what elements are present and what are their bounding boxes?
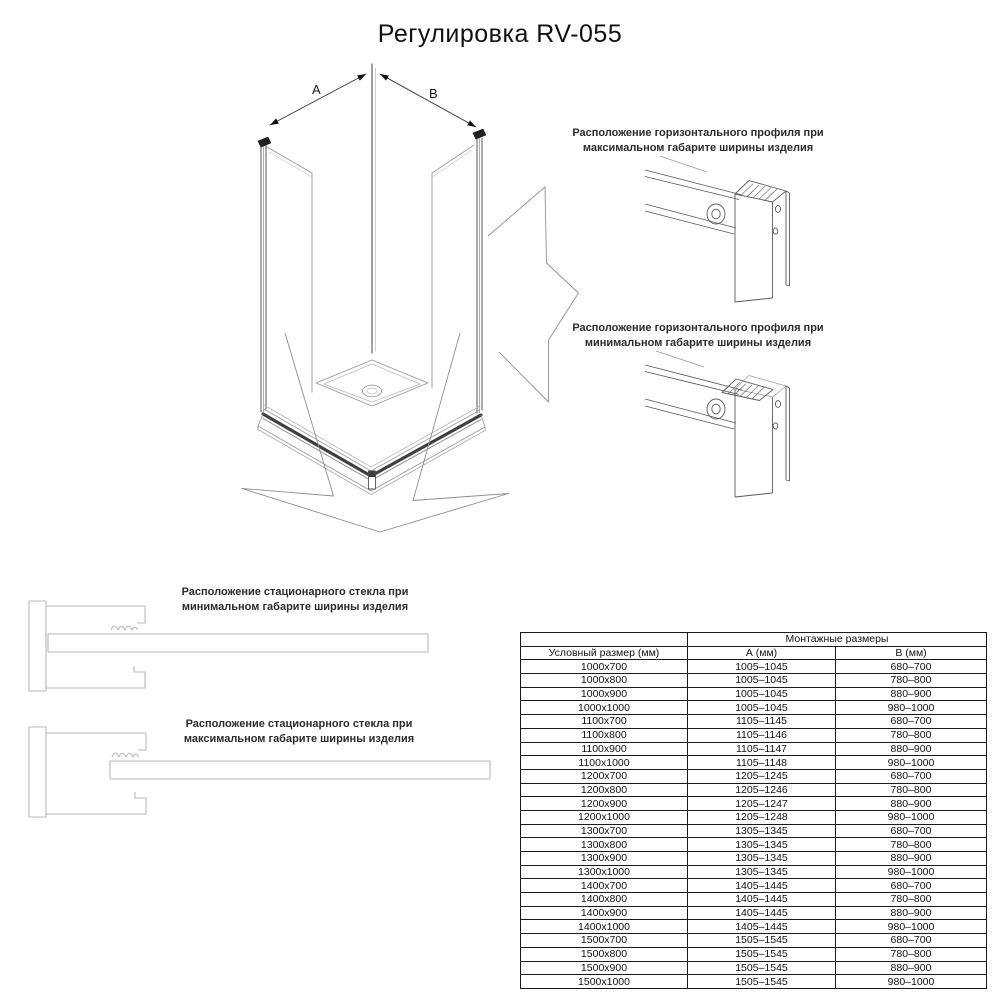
profile-detail-min [645,365,790,497]
table-cell: 980–1000 [836,975,987,989]
table-cell: 1405–1445 [688,879,836,893]
table-cell: 980–1000 [836,810,987,824]
table-cell: 780–800 [836,893,987,907]
table-row [521,674,987,688]
table-cell: 1005–1045 [688,701,836,715]
profile-end-cover [735,181,786,203]
table-cell: 1005–1045 [688,687,836,701]
drain-hole [363,385,382,397]
table-cell: 1400x700 [521,879,688,893]
table-header-cell: Условный размер (мм) [521,646,688,660]
table-cell: 1400x800 [521,893,688,907]
table-group-header: Монтажные размеры [688,633,987,647]
table-cell: 880–900 [836,687,987,701]
table-cell: 680–700 [836,934,987,948]
table-row [521,742,987,756]
table-cell: 1305–1345 [688,824,836,838]
table-cell: 680–700 [836,879,987,893]
table-row [521,797,987,811]
left-wall-profile [261,142,266,412]
table-cell: 780–800 [836,838,987,852]
right-glass-panel [432,145,474,388]
table-header-cell: А (мм) [688,646,836,660]
left-top-bracket [258,137,271,147]
table-row [521,893,987,907]
table-cell: 1105–1146 [688,728,836,742]
table-cell: 880–900 [836,852,987,866]
table-cell: 780–800 [836,728,987,742]
table-row [521,961,987,975]
table-cell: 1405–1445 [688,906,836,920]
glass-section-min [29,601,428,691]
table-row [521,756,987,770]
callout-stationary-glass-min [155,585,435,614]
right-wall-profile [477,136,482,413]
table-row [521,920,987,934]
table-corner-cell [521,633,688,647]
callout-line: Расположение стационарного стекла при [185,718,413,730]
table-cell: 880–900 [836,906,987,920]
table-cell: 1305–1345 [688,838,836,852]
screw-hole [775,401,780,408]
table-row [521,975,987,989]
table-header-row [521,646,987,660]
dimension-arrow-b [380,74,476,127]
screw-hole [773,423,778,429]
table-cell: 1205–1246 [688,783,836,797]
screw-hole [773,228,778,234]
callout-horizontal-profile-max [553,126,843,155]
vertical-post [735,389,773,497]
table-cell: 880–900 [836,961,987,975]
table-cell: 680–700 [836,769,987,783]
dimensions-table [520,632,987,989]
table-row [521,934,987,948]
table-row [521,660,987,674]
table-cell: 1400x900 [521,906,688,920]
table-cell: 1100x700 [521,715,688,729]
callout-horizontal-profile-min [553,321,843,350]
table-row [521,906,987,920]
table-row [521,947,987,961]
dim-b-label: B [429,86,438,101]
table-cell: 1505–1545 [688,975,836,989]
table-cell: 1305–1345 [688,865,836,879]
screw-boss [707,399,725,419]
table-cell: 1000x800 [521,674,688,688]
screw-hole [775,206,780,213]
table-cell: 880–900 [836,742,987,756]
table-cell: 1100x900 [521,742,688,756]
glass-pane [48,634,428,652]
profile-detail-max [645,170,790,302]
table-row [521,810,987,824]
callout-line: максимальном габарите ширины изделия [183,732,415,745]
table-cell: 1205–1245 [688,769,836,783]
callout-line: максимальном габарите ширины изделия [582,141,814,154]
glass-pane [110,761,490,779]
table-cell: 1505–1545 [688,947,836,961]
callout-stationary-glass-max [159,717,439,746]
big-arrow-right [488,187,579,402]
wall-profile-section [29,601,46,691]
callout-line: Расположение горизонтального профиля при [572,322,824,334]
table-cell: 1000x1000 [521,701,688,715]
table-cell: 1300x800 [521,838,688,852]
table-cell: 1505–1545 [688,961,836,975]
horizontal-profile [645,170,742,234]
table-cell: 1300x900 [521,852,688,866]
table-cell: 1005–1045 [688,674,836,688]
table-cell: 1500x1000 [521,975,688,989]
table-cell: 1200x700 [521,769,688,783]
table-row [521,824,987,838]
shower-tray [258,360,485,495]
vertical-post [735,194,773,302]
table-cell: 1300x1000 [521,865,688,879]
table-cell: 1000x700 [521,660,688,674]
table-cell: 780–800 [836,783,987,797]
left-glass-panel [267,147,312,392]
gasket [112,753,139,757]
table-cell: 680–700 [836,660,987,674]
gasket [111,626,138,630]
dimension-arrow-a [270,74,366,125]
table-cell: 1405–1445 [688,920,836,934]
callout-line: Расположение стационарного стекла при [181,586,409,598]
table-row [521,701,987,715]
profile-end-cover [722,379,773,401]
wall-profile-section [29,727,46,817]
screw-boss [707,204,725,224]
big-arrow-down [242,333,509,532]
main-isometric-drawing [258,64,486,495]
table-cell: 1105–1147 [688,742,836,756]
table-cell: 1100x800 [521,728,688,742]
table-header-cell: В (мм) [836,646,987,660]
table-cell: 1205–1248 [688,810,836,824]
table-cell: 1100x1000 [521,756,688,770]
horizontal-profile [645,365,742,429]
table-row [521,852,987,866]
table-row [521,728,987,742]
table-cell: 680–700 [836,824,987,838]
table-row [521,865,987,879]
table-cell: 1305–1345 [688,852,836,866]
table-cell: 1500x900 [521,961,688,975]
table-cell: 980–1000 [836,865,987,879]
table-cell: 980–1000 [836,920,987,934]
callout-line: Расположение горизонтального профиля при [572,127,824,139]
table-cell: 1105–1148 [688,756,836,770]
page-title: Регулировка RV-055 [377,20,623,48]
table-cell: 1000x900 [521,687,688,701]
table-row [521,769,987,783]
table-cell: 980–1000 [836,756,987,770]
table-cell: 980–1000 [836,701,987,715]
table-body [521,660,987,989]
table-cell: 1105–1145 [688,715,836,729]
table-cell: 1500x700 [521,934,688,948]
table-cell: 780–800 [836,947,987,961]
table-cell: 880–900 [836,797,987,811]
table-row [521,838,987,852]
table-cell: 1200x900 [521,797,688,811]
table-row [521,783,987,797]
table-row [521,715,987,729]
table-row [521,879,987,893]
table-cell: 1400x1000 [521,920,688,934]
table-cell: 1005–1045 [688,660,836,674]
table-cell: 680–700 [836,715,987,729]
table-cell: 1200x1000 [521,810,688,824]
table-cell: 1300x700 [521,824,688,838]
table-cell: 1200x800 [521,783,688,797]
table-group-header-row [521,633,987,647]
table-cell: 1500x800 [521,947,688,961]
table-row [521,687,987,701]
callout-line: минимальном габарите ширины изделия [181,600,409,613]
right-top-bracket [473,129,486,139]
table-cell: 1405–1445 [688,893,836,907]
table-cell: 780–800 [836,674,987,688]
table-cell: 1205–1247 [688,797,836,811]
table-cell: 1505–1545 [688,934,836,948]
callout-line: минимальном габарите ширины изделия [584,336,812,349]
dim-a-label: A [312,82,321,97]
